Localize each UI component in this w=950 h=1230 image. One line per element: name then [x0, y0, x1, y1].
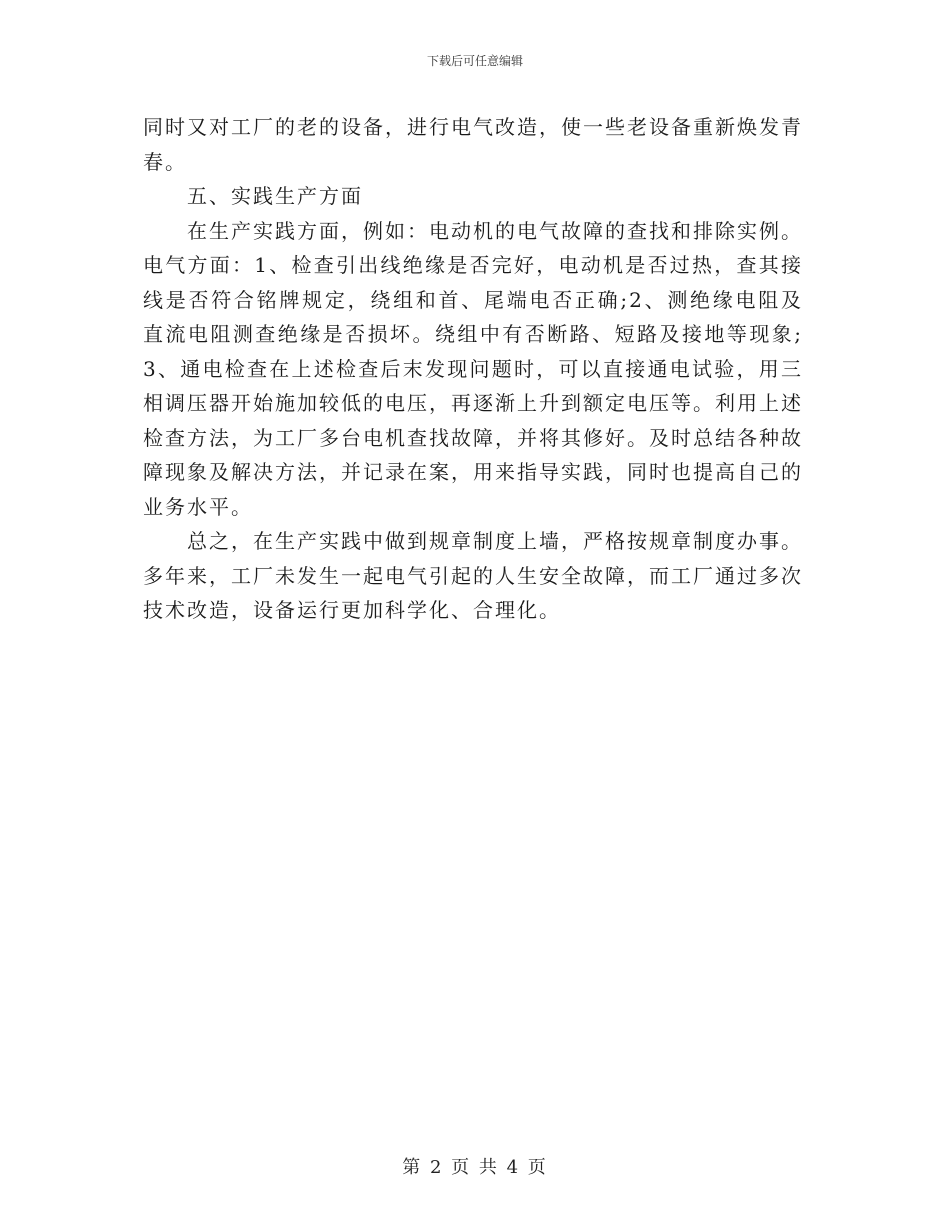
- paragraph-practice: 在生产实践方面，例如：电动机的电气故障的查找和排除实例。电气方面：1、检查引出线绝缘是否完好，电动机是否过热，查其接线是否符合铭牌规定，绕组和首、尾端电否正确;2、测绝缘电阻及直流电阻测查绝缘是否损坏。绕组中有否断路、短路及接地等现象;3、通电检查在上述检查后末发现问题时，可以直接通电试验，用三相调压器开始施加较低的电压，再逐渐上升到额定电压等。利用上述检查方法，为工厂多台电机查找故障，并将其修好。及时总结各种故障现象及解决方法，并记录在案，用来指导实践，同时也提高自己的业务水平。: [143, 218, 803, 519]
- document-body: [143, 110, 803, 628]
- paragraph-continuation: 同时又对工厂的老的设备，进行电气改造，使一些老设备重新焕发青春。: [143, 115, 803, 174]
- paragraph-summary: 总之，在生产实践中做到规章制度上墙，严格按规章制度办事。多年来，工厂未发生一起电气引起的人生安全故障，而工厂通过多次技术改造，设备运行更加科学化、合理化。: [143, 529, 803, 622]
- section-heading: 五、实践生产方面: [187, 184, 363, 208]
- page-number: 第 2 页 共 4 页: [402, 1157, 548, 1178]
- page-header: 下载后可任意编辑: [426, 54, 523, 68]
